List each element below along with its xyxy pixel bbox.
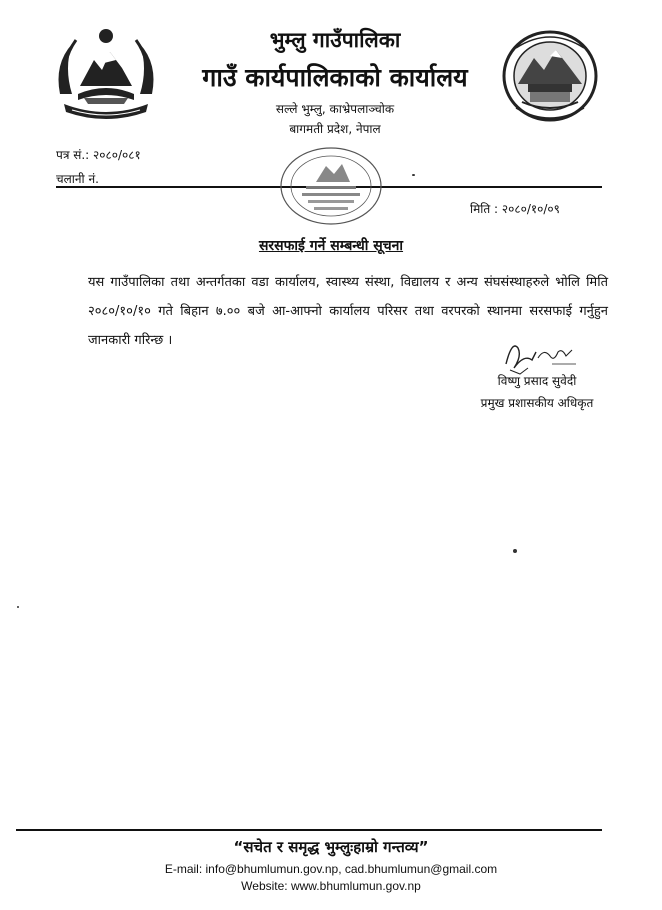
address-line-2: बागमती प्रदेश, नेपाल bbox=[289, 122, 381, 136]
notice-body: यस गाउँपालिका तथा अन्तर्गतका वडा कार्यालय, स्वास्थ्य संस्था, विद्यालय र अन्य संघसंस्थाहरुले भोलि मिति २०८०/१०/१० गते बिहान ७.०० बजे आ-आफ्नो कार्यालय परिसर तथा वरपरको स्थानमा सरसफाई गर्नुहुन जानकारी गरिन्छ । bbox=[88, 275, 608, 348]
municipality-name: भुम्लु गाउँपालिका bbox=[269, 28, 401, 52]
signatory-name: विष्णु प्रसाद सुवेदी bbox=[497, 374, 577, 388]
scan-speck bbox=[412, 174, 415, 176]
scan-speck bbox=[17, 606, 19, 608]
footer-slogan: “सचेत र समृद्ध भुम्लुःहाम्रो गन्तव्य” bbox=[233, 838, 429, 856]
footer-website: Website: www.bhumlumun.gov.np bbox=[241, 879, 421, 893]
scan-speck bbox=[513, 549, 517, 553]
official-stamp bbox=[276, 142, 386, 228]
address-line-1: सल्ले भुम्लु, काभ्रेपलाञ्चोक bbox=[275, 102, 395, 116]
dispatch-number: चलानी नं. bbox=[56, 172, 99, 186]
footer-divider bbox=[16, 829, 602, 831]
letter-number: पत्र सं.: २०८०/०८१ bbox=[56, 148, 141, 162]
office-name: गाउँ कार्यपालिकाको कार्यालय bbox=[202, 63, 468, 92]
notice-date: मिति : २०८०/१०/०९ bbox=[470, 202, 560, 216]
footer-email: E-mail: info@bhumlumun.gov.np, cad.bhumlumun@gmail.com bbox=[164, 862, 498, 876]
signatory-title: प्रमुख प्रशासकीय अधिकृत bbox=[480, 396, 594, 410]
notice-subject: सरसफाई गर्ने सम्बन्धी सूचना bbox=[258, 238, 404, 254]
nepal-emblem-logo bbox=[50, 24, 162, 124]
